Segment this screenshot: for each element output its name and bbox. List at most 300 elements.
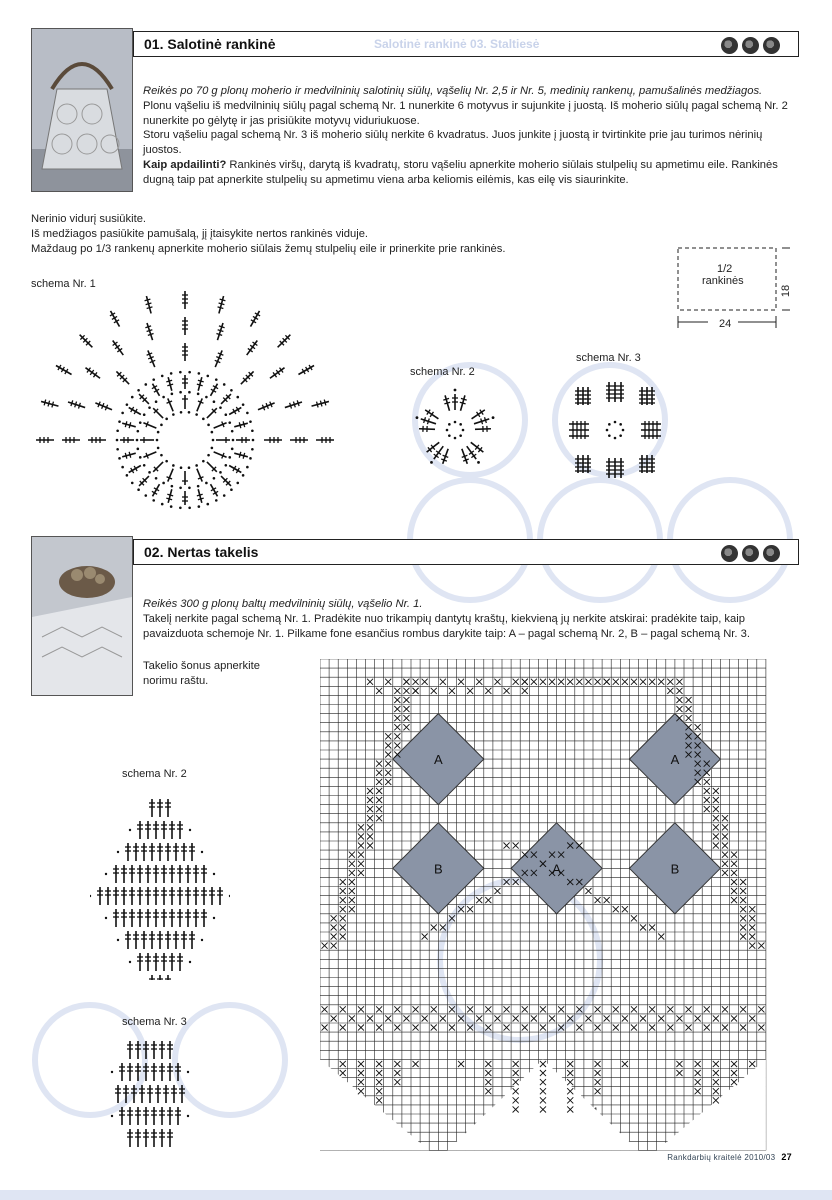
stitch-symbol — [175, 1063, 181, 1081]
stitch-symbol — [165, 376, 174, 391]
crochet-square-diagram — [565, 378, 665, 483]
stitch-symbol — [177, 821, 183, 839]
stitch-symbol — [167, 1041, 173, 1059]
paragraph: Takelį nerkite pagal schemą Nr. 1. Pradėkite nuo trikampių dantytų kraštų, kiekvieną jų nerkite atskirai: pradėkite taip, kaip pavaizduota schemoje Nr. 1. Pilkame fone esančius rombus darykite taip: A – pagal schemą Nr. 2, B – pagal schemą Nr. 3. — [143, 612, 750, 640]
chain-dot — [207, 424, 210, 427]
chain-dot — [215, 499, 218, 502]
chain-dot — [121, 466, 124, 469]
stitch-symbol — [182, 375, 188, 389]
stitch-symbol — [137, 953, 143, 971]
chain-dot — [246, 412, 249, 415]
chain-dot — [231, 448, 234, 451]
chain-dot — [148, 471, 151, 474]
chain-dot — [126, 403, 129, 406]
chain-dot — [172, 413, 175, 416]
stitch-symbol — [606, 458, 612, 478]
stitch-symbol — [125, 843, 131, 861]
stitch-symbol — [194, 397, 205, 412]
difficulty-rating — [717, 37, 780, 59]
stitch-symbol — [157, 799, 163, 817]
stitch-symbol — [163, 1085, 169, 1103]
stitch-symbol — [129, 909, 135, 927]
stitch-symbol — [177, 953, 183, 971]
chain-dot — [180, 466, 183, 469]
chain-dot — [188, 411, 191, 414]
stitch-symbol — [143, 1129, 149, 1147]
stitch-symbol — [233, 420, 248, 429]
stitch-symbol — [129, 887, 135, 905]
chain-dot — [211, 431, 214, 434]
chain-dot — [157, 447, 160, 450]
chain-dot — [242, 474, 245, 477]
stitch-symbol — [228, 405, 243, 417]
chain-dot — [165, 418, 168, 421]
stitch-symbol — [458, 395, 468, 412]
chain-dot — [165, 460, 168, 463]
chain-dot — [189, 961, 191, 963]
paragraph: Plonu vąšeliu iš medvilninių siūlų pagal schemą Nr. 1 nunerkite 6 motyvus ir sujunkite į juostą. Iš moherio siūlų pagal schemą Nr. 2 nunerkite po gėlytę ir jas prisiūkite motyvų viduriukuose. — [143, 99, 788, 127]
stitch-symbol — [569, 427, 589, 433]
materials-text: Reikės po 70 g plonų moherio ir medvilninių salotinių siūlų, vąšelių Nr. 2,5 ir Nr. 5, medinių rankenų, pamušalinės medžiagos. — [143, 85, 763, 97]
stitch-symbol — [276, 333, 293, 350]
stitch-symbol — [133, 931, 139, 949]
stitch-symbol — [157, 931, 163, 949]
stitch-symbol — [110, 339, 125, 357]
stitch-symbol — [157, 975, 163, 980]
chain-dot — [136, 439, 139, 442]
stitch-symbol — [127, 1107, 133, 1125]
stitch-symbol — [185, 887, 191, 905]
page-footer — [667, 1152, 792, 1162]
stitch-symbol — [575, 387, 581, 405]
stitch-symbol — [217, 887, 223, 905]
stitch-symbol — [141, 931, 147, 949]
chain-dot — [143, 413, 146, 416]
chain-dot — [111, 1071, 113, 1073]
section2-body — [143, 597, 783, 641]
chain-dot — [105, 873, 107, 875]
chain-dot — [206, 503, 209, 506]
schema-label: schema Nr. 2 — [122, 768, 187, 780]
stitch-symbol — [121, 450, 136, 459]
stitch-symbol — [165, 488, 174, 503]
stitch-symbol — [127, 1041, 133, 1059]
stitch-symbol — [193, 909, 199, 927]
stitch-symbol — [151, 1107, 157, 1125]
stitch-symbol — [139, 1085, 145, 1103]
stitch-symbol — [149, 843, 155, 861]
chain-dot — [116, 439, 119, 442]
stitch-symbol — [189, 843, 195, 861]
stitch-symbol — [113, 909, 119, 927]
stitch-symbol — [179, 1085, 185, 1103]
stitch-symbol — [209, 887, 215, 905]
chain-dot — [213, 477, 216, 480]
stitch-symbol — [181, 843, 187, 861]
stitch-symbol — [143, 1063, 149, 1081]
stitch-symbol — [189, 931, 195, 949]
stitch-symbol — [208, 382, 220, 397]
stitch-symbol — [169, 953, 175, 971]
stitch-symbol — [121, 865, 127, 883]
stitch-symbol — [135, 1107, 141, 1125]
chain-dot — [144, 494, 147, 497]
chain-dot — [143, 464, 146, 467]
stitch-symbol — [67, 399, 86, 410]
stitch-symbol — [143, 1041, 149, 1059]
chain-dot — [179, 486, 182, 489]
stitch-symbol — [639, 387, 645, 405]
chain-dot — [608, 434, 611, 437]
stitch-symbol — [159, 1041, 165, 1059]
chain-dot — [171, 393, 174, 396]
chain-dot — [606, 429, 609, 432]
stitch-symbol — [108, 309, 122, 328]
stitch-symbol — [205, 406, 219, 420]
stitch-symbol — [119, 1063, 125, 1081]
chain-dot — [492, 416, 495, 419]
chain-dot — [213, 917, 215, 919]
stitch-symbol — [182, 395, 188, 409]
stitch-symbol — [149, 799, 155, 817]
chain-dot — [228, 421, 231, 424]
shaded-diamond — [629, 823, 720, 914]
filet-grid-chart — [320, 659, 770, 1156]
stitch-symbol — [165, 397, 176, 412]
chain-dot — [116, 429, 119, 432]
stitch-symbol — [244, 339, 259, 357]
chain-dot — [171, 485, 174, 488]
stitch-symbol — [36, 437, 54, 443]
stitch-symbol — [149, 975, 155, 980]
stitch-symbol — [145, 909, 151, 927]
chain-dot — [118, 420, 121, 423]
schema-label: schema Nr. 1 — [31, 278, 96, 290]
table-runner-photo — [31, 536, 133, 696]
stitch-symbol — [212, 449, 227, 460]
stitch-symbol — [141, 843, 147, 861]
chain-dot — [446, 429, 449, 432]
stitch-symbol — [151, 1063, 157, 1081]
stitch-symbol — [169, 887, 175, 905]
stitch-symbol — [193, 865, 199, 883]
ball-icon — [721, 37, 738, 54]
stitch-symbol — [137, 392, 151, 406]
stitch-symbol — [161, 821, 167, 839]
stitch-symbol — [153, 909, 159, 927]
stitch-symbol — [169, 821, 175, 839]
stitch-symbol — [161, 865, 167, 883]
chain-dot — [117, 939, 119, 941]
stitch-symbol — [153, 887, 159, 905]
stitch-symbol — [248, 309, 262, 328]
stitch-symbol — [641, 421, 661, 427]
stitch-symbol — [575, 455, 581, 473]
crochet-diamond-diagram-a — [90, 798, 230, 980]
chain-dot — [477, 461, 480, 464]
stitch-symbol — [185, 909, 191, 927]
stitch-symbol — [40, 399, 59, 409]
chain-dot — [198, 505, 201, 508]
chain-dot — [129, 829, 131, 831]
chain-dot — [162, 396, 165, 399]
chain-dot — [619, 434, 622, 437]
stitch-symbol — [121, 887, 127, 905]
chain-dot — [230, 488, 233, 491]
stitch-symbol — [119, 1107, 125, 1125]
stitch-symbol — [155, 1085, 161, 1103]
chain-dot — [197, 393, 200, 396]
stitch-symbol — [114, 369, 131, 386]
chain-dot — [202, 418, 205, 421]
stitch-symbol — [137, 887, 143, 905]
stitch-symbol — [173, 843, 179, 861]
stitch-symbol — [97, 887, 103, 905]
stitch-symbol — [423, 407, 440, 421]
chain-dot — [454, 389, 457, 392]
stitch-symbol — [135, 1129, 141, 1147]
stitch-symbol — [442, 395, 452, 412]
chain-dot — [137, 389, 140, 392]
stitch-symbol — [161, 953, 167, 971]
chain-dot — [161, 375, 164, 378]
stitch-symbol — [215, 322, 226, 341]
chain-dot — [223, 383, 226, 386]
stitch-symbol — [194, 467, 205, 482]
stitch-symbol — [177, 909, 183, 927]
chain-dot — [228, 456, 231, 459]
chain-dot — [223, 494, 226, 497]
chain-dot — [188, 466, 191, 469]
stitch-symbol — [177, 865, 183, 883]
chain-dot — [118, 457, 121, 460]
stitch-symbol — [140, 437, 154, 443]
chain-dot — [225, 464, 228, 467]
chain-dot — [121, 412, 124, 415]
stitch-symbol — [219, 392, 233, 406]
stitch-symbol — [120, 437, 134, 443]
chain-dot — [242, 403, 245, 406]
stitch-symbol — [473, 416, 490, 427]
stitch-symbol — [167, 1063, 173, 1081]
chain-dot — [155, 400, 158, 403]
shaded-diamond — [393, 823, 484, 914]
magazine-name: Rankdarbių kraitelė 2010/03 — [667, 1153, 776, 1162]
dimension-fraction: 1/2 — [717, 263, 733, 275]
stitch-symbol — [171, 1085, 177, 1103]
stitch-symbol — [121, 420, 136, 429]
chain-dot — [213, 400, 216, 403]
chain-dot — [129, 961, 131, 963]
stitch-symbol — [182, 291, 188, 309]
stitch-symbol — [165, 467, 176, 482]
stitch-symbol — [165, 931, 171, 949]
chain-dot — [608, 423, 611, 426]
stitch-symbol — [145, 349, 157, 368]
chain-dot — [198, 372, 201, 375]
dimension-diagram — [668, 240, 798, 335]
stitch-symbol — [143, 1107, 149, 1125]
chain-dot — [155, 477, 158, 480]
stitch-symbol — [219, 474, 233, 488]
chain-dot — [131, 482, 134, 485]
dimension-word: rankinės — [702, 275, 744, 287]
stitch-symbol — [145, 821, 151, 839]
chain-dot — [202, 460, 205, 463]
stitch-symbol — [159, 1063, 165, 1081]
chain-dot — [195, 464, 198, 467]
stitch-symbol — [475, 426, 491, 433]
stitch-symbol — [580, 455, 586, 473]
chain-dot — [213, 873, 215, 875]
chain-dot — [462, 429, 465, 432]
stitch-symbol — [216, 295, 226, 314]
shaded-diamond — [511, 823, 602, 914]
section-title: 02. Nertas takelis — [144, 544, 259, 560]
stitch-symbol — [147, 1085, 153, 1103]
stitch-symbol — [175, 1107, 181, 1125]
stitch-symbol — [145, 865, 151, 883]
stitch-symbol — [167, 1107, 173, 1125]
header-ghost-text: Salotinė rankinė 03. Staltiesė — [374, 37, 540, 51]
chain-dot — [179, 371, 182, 374]
stitch-symbol — [195, 488, 204, 503]
stitch-symbol — [208, 483, 220, 498]
chain-dot — [157, 431, 160, 434]
stitch-symbol — [133, 843, 139, 861]
stitch-symbol — [606, 382, 612, 402]
dimension-width: 24 — [719, 318, 732, 330]
stitch-symbol — [257, 400, 276, 412]
chain-dot — [249, 420, 252, 423]
chain-dot — [207, 454, 210, 457]
chain-dot — [251, 448, 254, 451]
stitch-symbol — [153, 865, 159, 883]
dimension-height: 18 — [780, 284, 793, 298]
paragraph: Storu vąšeliu pagal schemą Nr. 3 iš moherio siūlų nerkite 6 kvadratus. Juos junkite į juostą ir tvirtinkite prie jau turimos nėrinių juostos. — [143, 129, 763, 157]
stitch-symbol — [123, 1085, 129, 1103]
stitch-symbol — [181, 931, 187, 949]
stitch-symbol — [165, 799, 171, 817]
stitch-symbol — [585, 387, 591, 405]
stitch-symbol — [612, 458, 618, 478]
stitch-symbol — [585, 455, 591, 473]
chain-dot — [188, 391, 191, 394]
stitch-symbol — [88, 437, 106, 443]
ball-icon — [763, 37, 780, 54]
diamond-letter: A — [552, 861, 561, 877]
chain-dot — [126, 474, 129, 477]
stitch-symbol — [135, 1041, 141, 1059]
paragraph: Kaip apdailinti? Rankinės viršų, darytą iš kvadratų, storu vąšeliu apnerkite moherio siūlais stulpelių su apmetimu eile. Rankinės dugną taip pat apnerkite stulpelių su apmetimu viena arba keliomis eilėmis, kas eilę vis siaurinkite. — [143, 158, 778, 186]
chain-dot — [195, 413, 198, 416]
section1-body-cont — [31, 212, 651, 256]
section1-body — [143, 84, 799, 188]
crochet-flower-diagram — [405, 380, 505, 480]
stitch-symbol — [165, 975, 171, 980]
chain-dot — [152, 499, 155, 502]
chain-dot — [197, 485, 200, 488]
stitch-symbol — [216, 437, 230, 443]
stitch-symbol — [144, 322, 155, 341]
stitch-symbol — [84, 365, 102, 380]
chain-dot — [172, 464, 175, 467]
section2-body-cont — [143, 659, 283, 689]
stitch-symbol — [569, 433, 589, 439]
stitch-symbol — [185, 865, 191, 883]
crochet-diamond-diagram-b — [110, 1040, 190, 1152]
chain-dot — [211, 447, 214, 450]
diamond-letter: A — [433, 752, 443, 768]
chain-dot — [201, 939, 203, 941]
stitch-symbol — [137, 821, 143, 839]
stitch-symbol — [167, 1129, 173, 1147]
paragraph: Nerinio vidurį susiūkite. — [31, 213, 147, 225]
chain-dot — [219, 406, 222, 409]
chain-dot — [459, 434, 462, 437]
stitch-symbol — [452, 394, 458, 410]
stitch-symbol — [182, 317, 188, 335]
stitch-symbol — [113, 865, 119, 883]
stitch-symbol — [440, 448, 451, 465]
stitch-symbol — [153, 821, 159, 839]
stitch-symbol — [137, 909, 143, 927]
stitch-symbol — [105, 887, 111, 905]
stitch-symbol — [125, 931, 131, 949]
stitch-symbol — [201, 909, 207, 927]
stitch-symbol — [419, 426, 435, 433]
stitch-symbol — [233, 450, 248, 459]
stitch-symbol — [316, 437, 334, 443]
chain-dot — [454, 437, 457, 440]
stitch-symbol — [284, 399, 303, 410]
chain-dot — [148, 406, 151, 409]
stitch-symbol — [150, 382, 162, 397]
chain-dot — [137, 448, 140, 451]
diamond-letter: B — [433, 861, 443, 877]
stitch-symbol — [641, 433, 661, 439]
stitch-symbol — [149, 931, 155, 949]
stitch-symbol — [228, 463, 243, 475]
stitch-symbol — [618, 382, 624, 402]
stitch-symbol — [135, 1063, 141, 1081]
chain-dot — [236, 396, 239, 399]
schema-label: schema Nr. 3 — [122, 1016, 187, 1028]
ball-icon — [721, 545, 738, 562]
chain-dot — [246, 466, 249, 469]
chain-dot — [105, 917, 107, 919]
chain-dot — [430, 461, 433, 464]
stitch-symbol — [151, 460, 165, 474]
stitch-symbol — [127, 405, 142, 417]
chain-dot — [219, 471, 222, 474]
stitch-symbol — [137, 865, 143, 883]
stitch-symbol — [62, 437, 80, 443]
ball-icon — [742, 37, 759, 54]
stitch-symbol — [236, 437, 250, 443]
difficulty-rating — [717, 545, 780, 567]
stitch-symbol — [159, 1107, 165, 1125]
stitch-symbol — [169, 909, 175, 927]
stitch-symbol — [618, 458, 624, 478]
chain-dot — [131, 396, 134, 399]
stitch-symbol — [54, 363, 73, 377]
stitch-symbol — [212, 420, 227, 431]
chain-dot — [225, 413, 228, 416]
stitch-symbol — [182, 471, 188, 485]
chain-dot — [111, 1115, 113, 1117]
chain-dot — [188, 507, 191, 510]
